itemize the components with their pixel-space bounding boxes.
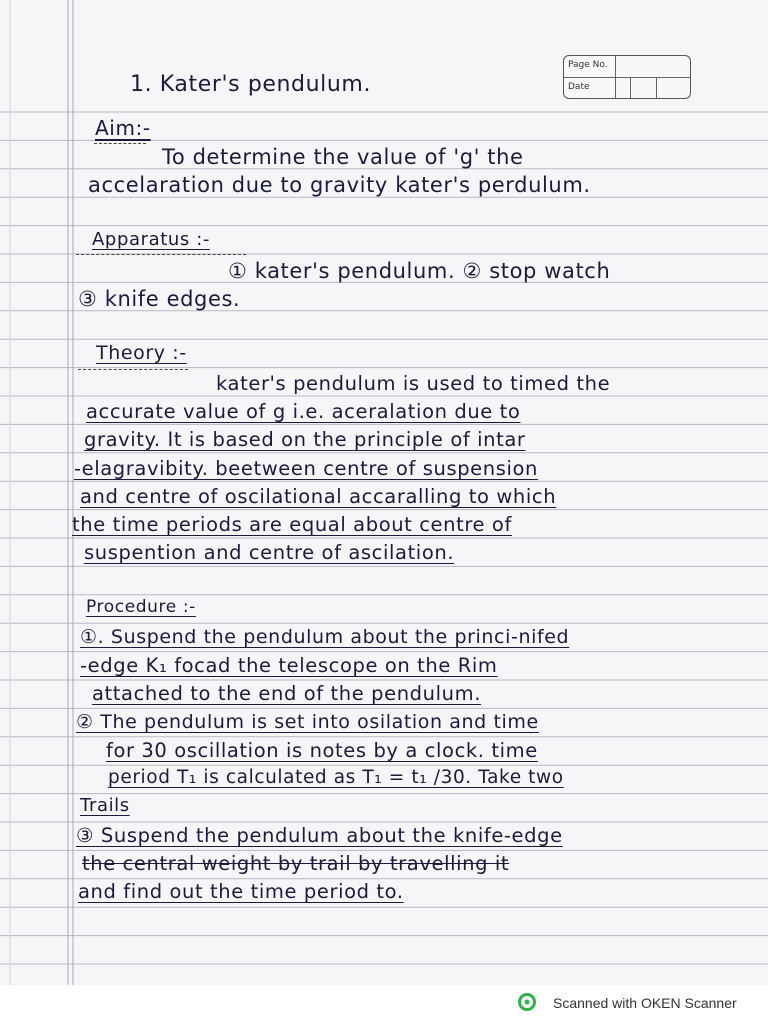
apparatus-heading: Apparatus :- xyxy=(92,229,210,250)
apparatus-line-2: ③ knife edges. xyxy=(78,287,241,311)
theory-line-6: the time periods are equal about centre of xyxy=(72,513,512,536)
procedure-line-3: attached to the end of the pendulum. xyxy=(92,682,481,705)
procedure-line-8: ③ Suspend the pendulum about the knife-edge xyxy=(76,824,563,847)
theory-line-3: gravity. It is based on the principle of intar xyxy=(84,428,526,451)
page-date-box xyxy=(563,55,691,99)
theory-line-4: -elagravibity. beetween centre of suspension xyxy=(74,457,538,480)
theory-heading: Theory :- xyxy=(96,342,187,364)
procedure-line-5: for 30 oscillation is notes by a clock. time xyxy=(106,739,538,762)
theory-line-2: accurate value of g i.e. aceralation due to xyxy=(86,400,521,423)
procedure-line-4: ② The pendulum is set into osilation and time xyxy=(76,711,539,733)
theory-line-1: kater's pendulum is used to timed the xyxy=(216,372,611,395)
theory-line-7: suspention and centre of ascilation. xyxy=(84,541,455,564)
procedure-line-2: -edge K₁ focad the telescope on the Rim xyxy=(80,654,498,677)
scanner-watermark-text: Scanned with OKEN Scanner xyxy=(553,995,737,1011)
procedure-line-7: Trails xyxy=(80,795,130,816)
procedure-line-10: and find out the time period to. xyxy=(78,880,404,903)
scanner-logo-icon xyxy=(518,993,536,1011)
page-title: 1. Kater's pendulum. xyxy=(130,72,372,97)
procedure-line-6: period T₁ is calculated as T₁ = t₁ /30. Take two xyxy=(108,767,564,788)
aim-line-1: To determine the value of 'g' the xyxy=(162,145,524,169)
procedure-line-9: the central weight by trail by travelling it xyxy=(82,852,510,875)
procedure-line-1: ①. Suspend the pendulum about the princi-nifed xyxy=(80,626,570,648)
theory-line-5: and centre of oscilational accaralling to which xyxy=(80,485,557,508)
aim-line-2: accelaration due to gravity kater's perdulum. xyxy=(88,173,591,197)
date-label: Date xyxy=(568,82,590,92)
apparatus-line-1: ① kater's pendulum. ② stop watch xyxy=(228,259,611,283)
aim-heading: Aim:- xyxy=(95,116,151,140)
page-no-label: Page No. xyxy=(568,60,608,70)
scanner-footer xyxy=(0,985,768,1024)
procedure-heading: Procedure :- xyxy=(86,597,196,617)
